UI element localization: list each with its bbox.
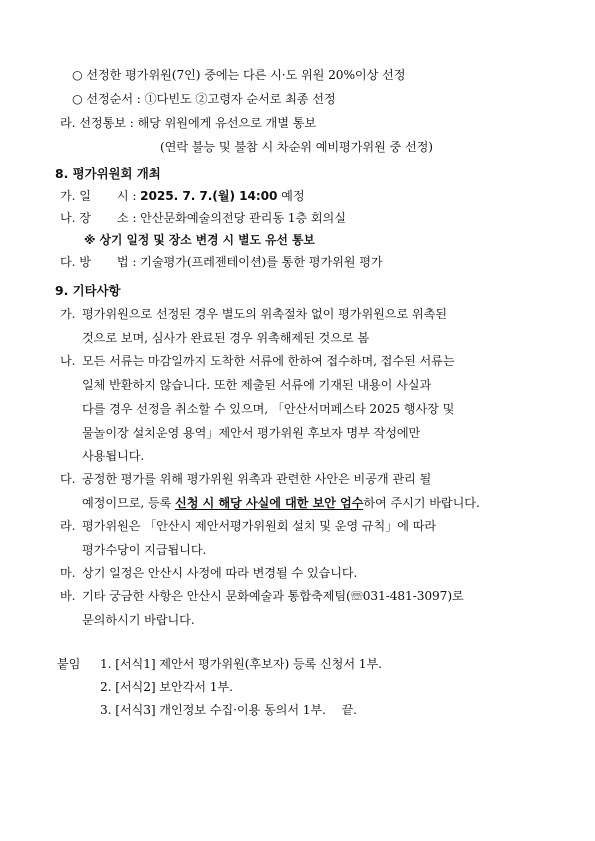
change-notice: ※ 상기 일정 및 장소 변경 시 별도 유선 통보 — [84, 233, 315, 247]
item-label: 다. 방 — [60, 255, 91, 269]
item-label: 다. — [60, 472, 76, 486]
item-label: 나. 장 — [60, 211, 91, 225]
attachment-item: 3. [서식3] 개인정보 수집·이용 동의서 1부. — [100, 703, 326, 717]
paragraph-line: 공정한 평가를 위해 평가위원 위촉과 관련한 사안은 비공개 관리 될 — [82, 472, 432, 486]
paragraph-line: 평가위원은 「안산시 제안서평가위원회 설치 및 운영 규칙」에 따라 — [82, 519, 437, 533]
meeting-place-value: 안산문화예술의전당 관리동 1층 회의실 — [140, 211, 346, 225]
attachments-label: 붙임 — [57, 657, 81, 671]
item-label: 라. — [60, 116, 76, 130]
criteria-bullet-ratio: ○ 선정한 평가위원(7인) 중에는 다른 시·도 위원 20%이상 선정 — [72, 68, 406, 82]
paragraph-line: 사용됩니다. — [82, 449, 145, 463]
evaluation-method — [60, 254, 383, 270]
meeting-place — [60, 210, 346, 226]
item-key: 소 : — [116, 211, 137, 225]
end-mark: 끝. — [341, 703, 357, 717]
notification-note: (연락 불능 및 불참 시 차순위 예비평가위원 중 선정) — [160, 140, 433, 154]
attachment-item-last — [100, 702, 357, 718]
notification-text: 선정통보 : 해당 위원에게 유선으로 개별 통보 — [79, 116, 317, 130]
section8-heading: 8. 평가위원회 개최 — [55, 166, 161, 181]
paragraph-line-security — [82, 495, 480, 511]
meeting-datetime — [60, 188, 305, 204]
item-label: 가. — [60, 307, 76, 321]
paragraph-line: 기타 궁금한 사항은 안산시 문화예술과 통합축제팀(☏031-481-3097)로 — [82, 589, 464, 603]
paragraph-line: 것으로 보며, 심사가 완료된 경우 위촉해제된 것으로 봄 — [82, 331, 370, 345]
item-key: 시 : — [116, 189, 137, 203]
item-label: 마. — [60, 566, 76, 580]
section9-heading: 9. 기타사항 — [55, 283, 121, 298]
security-text-pre: 예정이므로, 등록 — [82, 496, 176, 510]
paragraph-line: 모든 서류는 마감일까지 도착한 서류에 한하여 접수하며, 접수된 서류는 — [82, 354, 455, 368]
paragraph-line: 물놀이장 설치운영 용역」제안서 평가위원 후보자 명부 작성에만 — [82, 426, 421, 440]
notification-item — [60, 115, 316, 131]
security-emphasis: 신청 시 해당 사실에 대한 보안 엄수 — [175, 496, 364, 510]
paragraph-line: 평가수당이 지급됩니다. — [82, 543, 207, 557]
item-label: 라. — [60, 519, 76, 533]
criteria-bullet-order: ○ 선정순서 : ①다빈도 ②고령자 순서로 최종 선정 — [72, 92, 336, 106]
attachment-item: 1. [서식1] 제안서 평가위원(후보자) 등록 신청서 1부. — [100, 657, 382, 671]
item-label: 가. 일 — [60, 189, 91, 203]
meeting-date: 2025. 7. 7.(월) 14:00 — [140, 189, 278, 203]
paragraph-line: 다를 경우 선정을 취소할 수 있으며, 「안산서머페스타 2025 행사장 및 — [82, 402, 455, 416]
item-key: 법 : — [116, 255, 137, 269]
evaluation-method-value: 기술평가(프레젠테이션)를 통한 평가위원 평가 — [140, 255, 383, 269]
item-label: 나. — [60, 354, 76, 368]
item-label: 바. — [60, 589, 76, 603]
meeting-date-suffix: 예정 — [281, 189, 305, 203]
paragraph-line: 문의하시기 바랍니다. — [82, 613, 195, 627]
paragraph-line: 평가위원으로 선정된 경우 별도의 위촉절차 없이 평가위원으로 위촉된 — [82, 307, 447, 321]
attachment-item: 2. [서식2] 보안각서 1부. — [100, 680, 233, 694]
paragraph-line: 상기 일정은 안산시 사정에 따라 변경될 수 있습니다. — [82, 566, 358, 580]
security-text-post: 하여 주시기 바랍니다. — [363, 496, 480, 510]
paragraph-line: 일체 반환하지 않습니다. 또한 제출된 서류에 기재된 내용이 사실과 — [82, 378, 432, 392]
